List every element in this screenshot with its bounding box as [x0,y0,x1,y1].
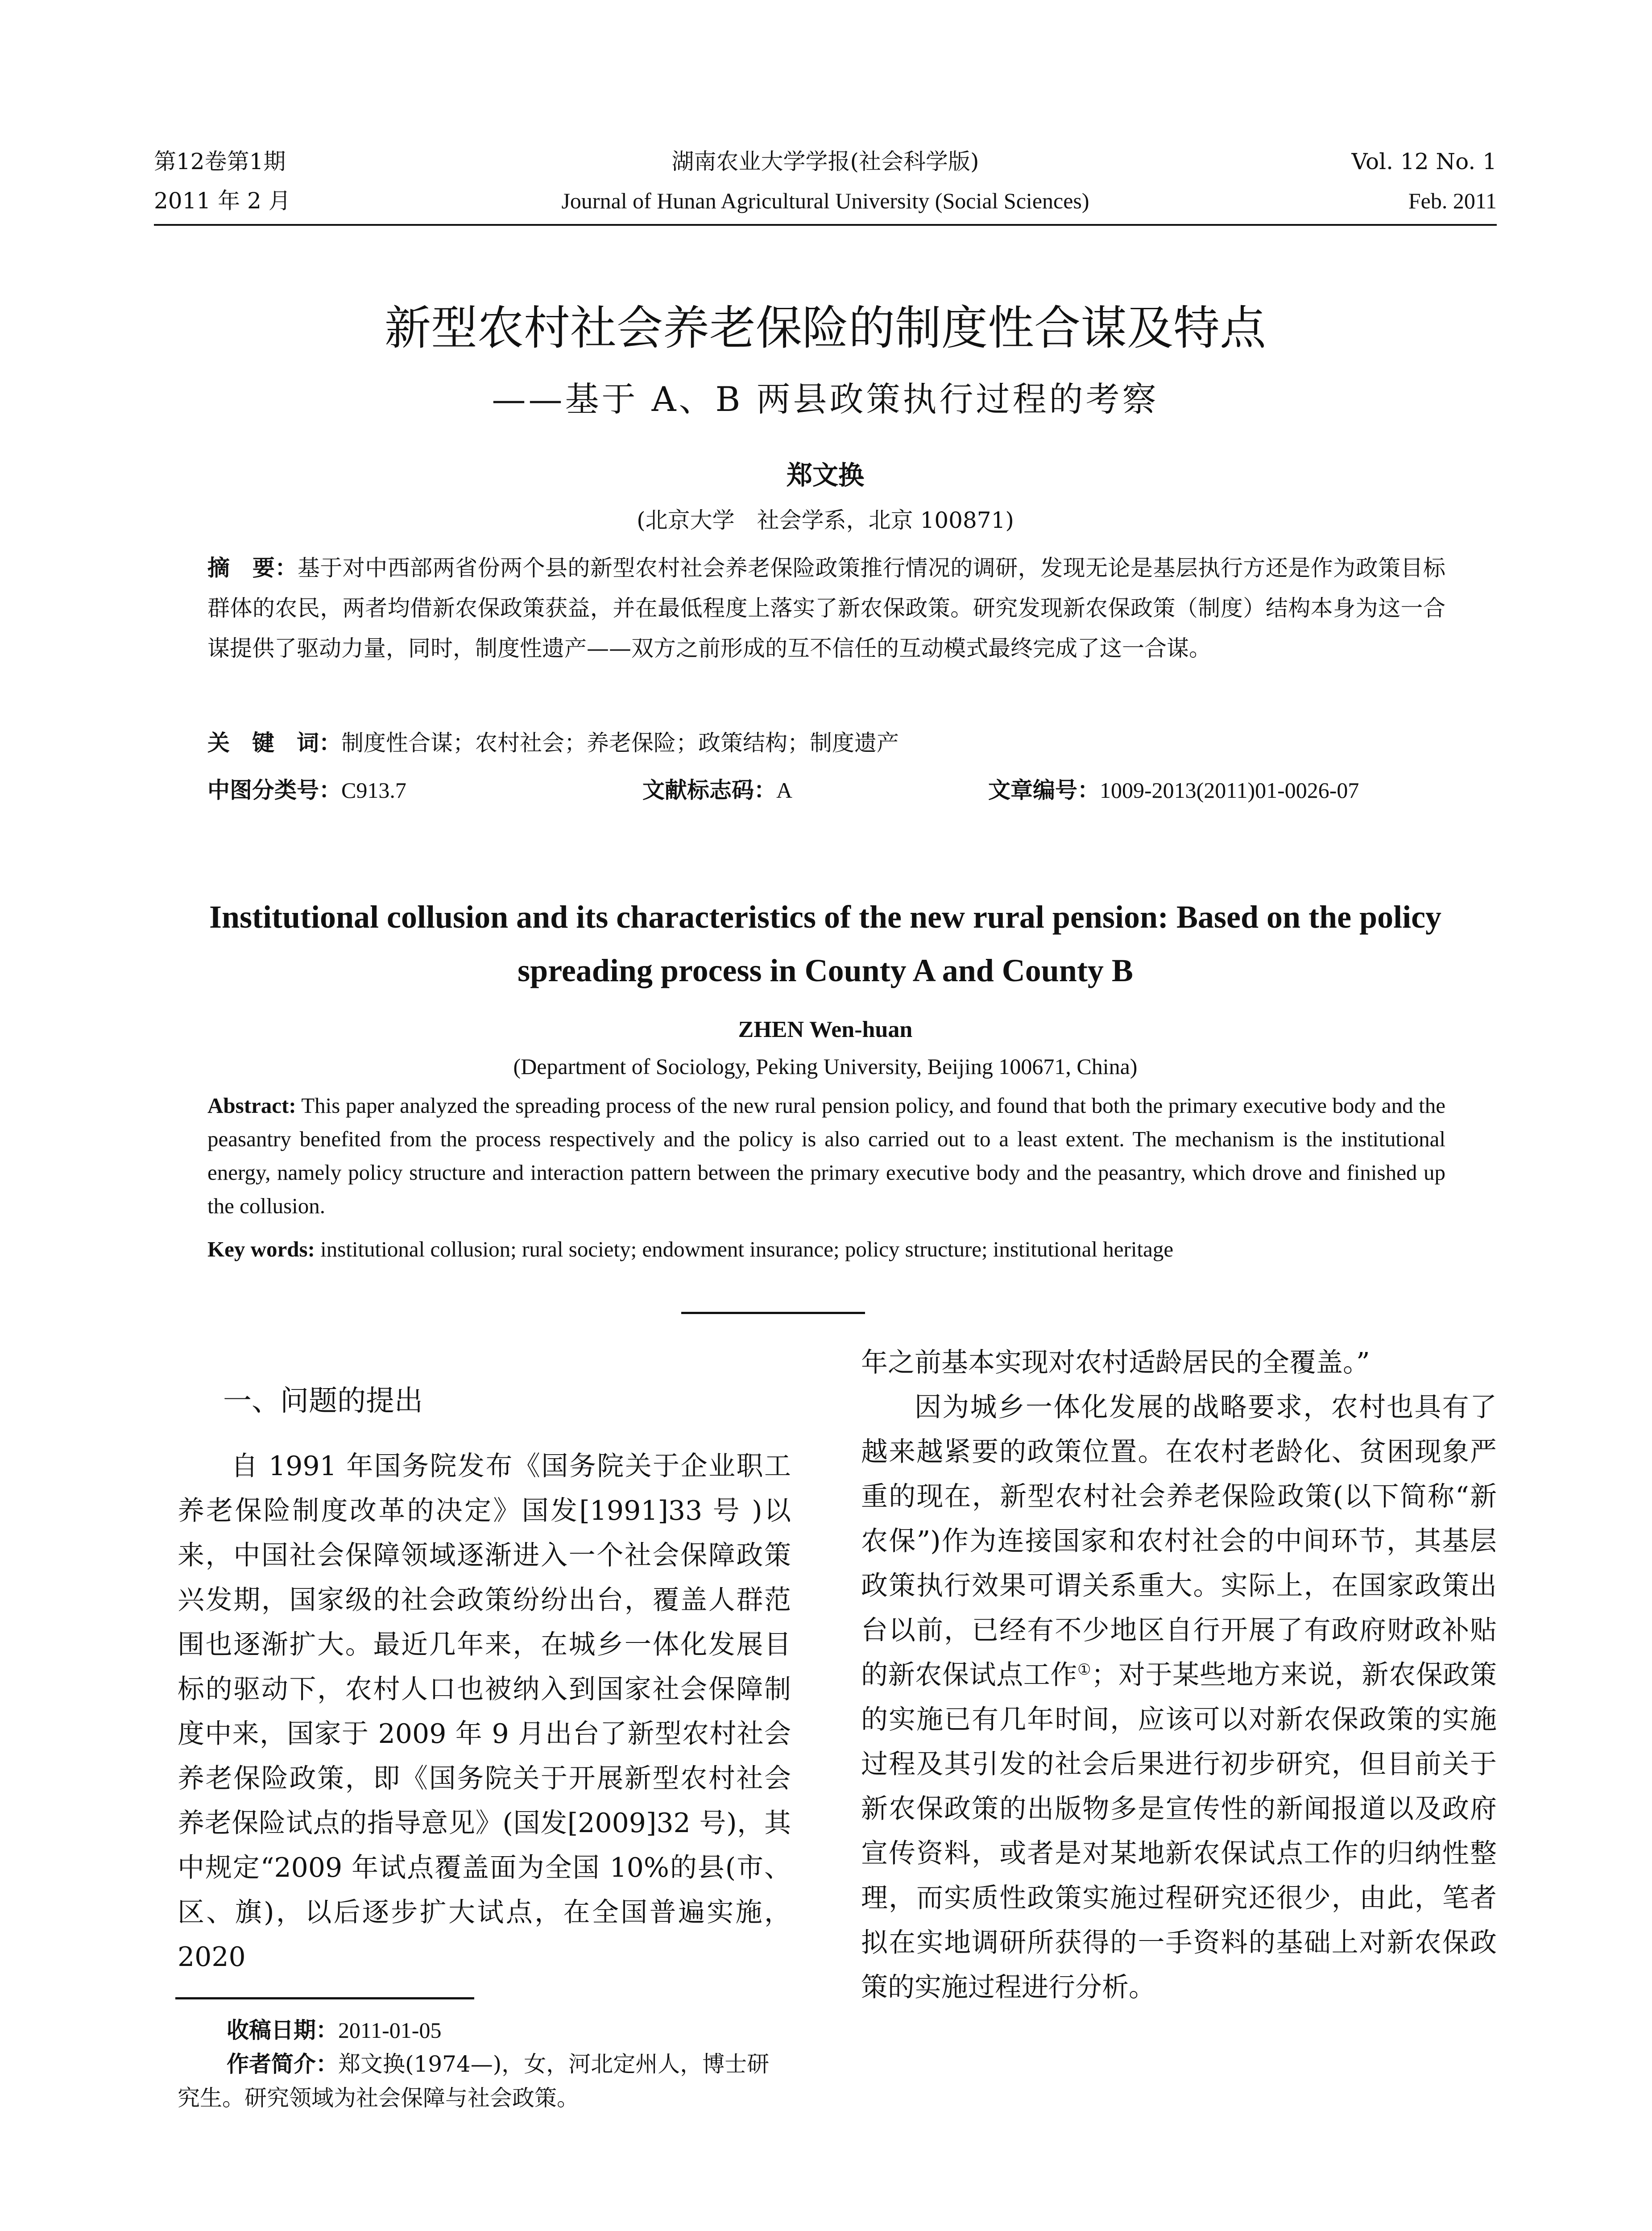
footnote-author-bio-continued: 究生。研究领域为社会保障与社会政策。 [178,2085,579,2111]
keywords-en [207,1232,1445,1267]
footnote-received [178,2013,816,2047]
clc-value: C913.7 [341,778,406,803]
running-header-row-2 [154,185,1497,217]
body-paragraph-continuation: 年之前基本实现对农村适龄居民的全覆盖。” [861,1347,1370,1378]
abstract-zh [207,548,1445,668]
doc-code-value: A [776,778,793,803]
header-date-zh: 2011 年 2 月 [154,188,291,214]
received-value: 2011-01-05 [338,2018,442,2043]
bio-text-line-1: 郑文换(1974—)，女，河北定州人，博士研 [338,2051,770,2077]
article-number [988,770,1359,810]
author-zh: 郑文换 [786,460,864,490]
abstract-zh-label: 摘 要： [207,555,298,581]
right-column [861,1340,1497,2010]
section-separator-rule [681,1312,865,1314]
header-volume-zh: 第12卷第1期 [154,149,286,174]
body-paragraph-2-part-2: ；对于某些地方来说，新农保政策的实施已有几年时间，应该可以对新农保政策的实施过程及其引发的社会后果进行初步研究，但目前关于新农保政策的出版物多是宣传性的新闻报道以及政府宣传资料，或者是对某地新农保试点工作的归纳性整理，而实质性政策实施过程研究还很少，由此，笔者拟在实地调研所获得的一手资料的基础上对新农保政策的实施过程进行分析。 [861,1659,1497,2003]
keywords-zh [207,723,1445,763]
running-header-row-1 [154,145,1497,178]
header-date-en: Feb. 2011 [1408,188,1497,213]
article-number-label: 文章编号： [988,777,1100,803]
paper-title-en-line-2: spreading process in County A and County B [518,953,1133,988]
body-paragraph-2 [861,1385,1497,2010]
abstract-en-text: This paper analyzed the spreading process of the new rural pension policy, and found that both the primary executive body and the peasantry benefited from the process respectively and the policy is also carried out to a least extent. The mechanism is the institutional energy, namely policy structure and interaction pattern between the primary executive body and the peasantry, which drove and finished up the collusion. [207,1093,1445,1218]
author-en: ZHEN Wen-huan [738,1017,913,1042]
paper-title-en [154,890,1497,997]
doc-code-label: 文献标志码： [642,777,776,803]
received-label: 收稿日期： [227,2017,338,2043]
footnote-rule [175,1997,474,1999]
body-paragraph-1: 自 1991 年国务院发布《国务院关于企业职工养老保险制度改革的决定》国发[1991]33 号 )以来，中国社会保障领域逐渐进入一个社会保障政策兴发期，国家级的社会政策纷纷出台，覆盖人群范围也逐渐扩大。最近几年来，在城乡一体化发展目标的驱动下，农村人口也被纳入到国家社会保障制度中来，国家于 2009 年 9 月出台了新型农村社会养老保险政策，即《国务院关于开展新型农村社会养老保险试点的指导意见》(国发[2009]32 号)，其中规定“2009 年试点覆盖面为全国 10%的县(市、区、旗)，以后逐步扩大试点，在全国普遍实施，2020 [178,1451,791,1973]
paper-title-zh: 新型农村社会养老保险的制度性合谋及特点 [384,301,1266,355]
header-volume-en: Vol. 12 No. 1 [1351,149,1497,174]
abstract-zh-text: 基于对中西部两省份两个县的新型农村社会养老保险政策推行情况的调研，发现无论是基层执行方还是作为政策目标群体的农民，两者均借新农保政策获益，并在最低程度上落实了新农保政策。研究发现新农保政策（制度）结构本身为这一合谋提供了驱动力量，同时，制度性遗产——双方之前形成的互不信任的互动模式最终完成了这一合谋。 [207,555,1446,661]
paper-title-en-line-1: Institutional collusion and its characteristics of the new rural pension: Based on the policy [209,899,1442,935]
clc-label: 中图分类号： [207,777,341,803]
footnote-author-bio [178,2047,816,2081]
header-rule [154,224,1497,226]
bio-label: 作者简介： [227,2051,338,2077]
section-heading: 一、问题的提出 [223,1385,423,1418]
body-paragraph-2-part-1: 因为城乡一体化发展的战略要求，农村也具有了越来越紧要的政策位置。在农村老龄化、贫困现象严重的现在，新型农村社会养老保险政策(以下简称“新农保”)作为连接国家和农村社会的中间环节，其基层政策执行效果可谓关系重大。实际上，在国家政策出台以前，已经有不少地区自行开展了有政府财政补贴的新农保试点工作 [861,1392,1497,1691]
document-code [642,770,792,810]
abstract-en [207,1089,1445,1223]
keywords-zh-label: 关 键 词： [207,730,341,756]
header-journal-zh: 湖南农业大学学报(社会科学版) [671,149,979,174]
abstract-en-label: Abstract: [207,1093,296,1118]
footnote-marker: ① [1077,1661,1092,1679]
left-column [178,1444,791,1979]
paper-subtitle-zh: ——基于 A、B 两县政策执行过程的考察 [492,379,1159,419]
header-journal-en: Journal of Hunan Agricultural University (Social Sciences) [561,188,1089,213]
article-number-value: 1009-2013(2011)01-0026-07 [1100,778,1359,803]
keywords-en-text: institutional collusion; rural society; endowment insurance; policy structure; institutional heritage [320,1237,1174,1261]
keywords-en-label: Key words: [207,1237,315,1261]
affiliation-en: (Department of Sociology, Peking University, Beijing 100671, China) [513,1054,1138,1079]
clc-number [207,770,406,810]
affiliation-zh: (北京大学 社会学系，北京 100871) [637,507,1014,533]
keywords-zh-text: 制度性合谋；农村社会；养老保险；政策结构；制度遗产 [341,730,899,756]
